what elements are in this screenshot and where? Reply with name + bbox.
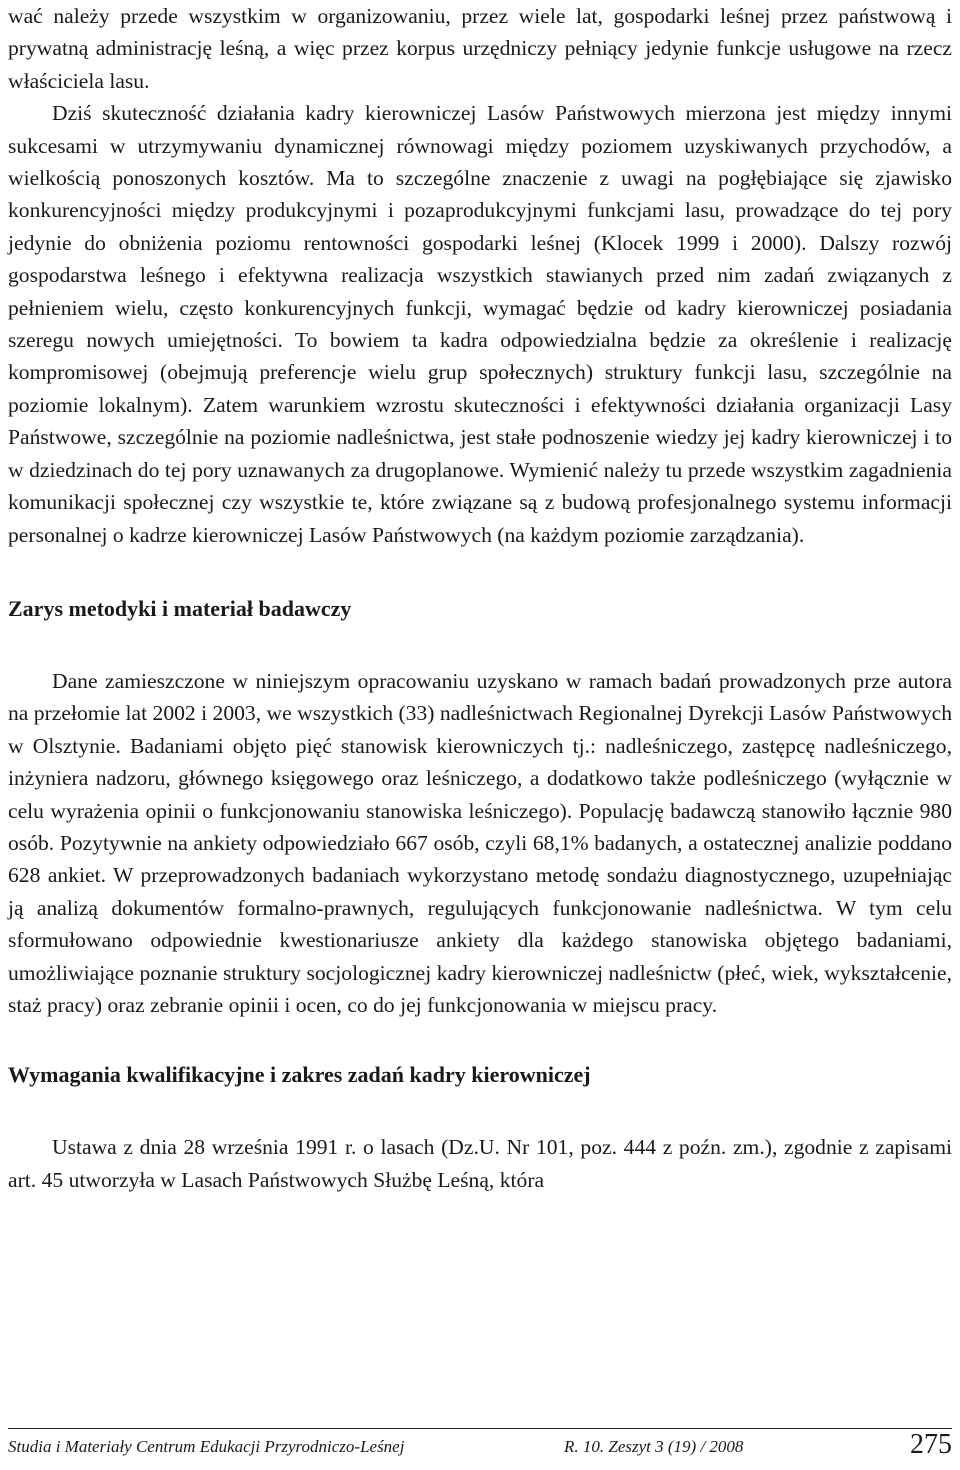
heading-requirements: Wymagania kwalifikacyjne i zakres zadań kadry kierowniczej — [8, 1062, 591, 1088]
paragraph-law: Ustawa z dnia 28 września 1991 r. o lasach (Dz.U. Nr 101, poz. 444 z poźn. zm.), zgodnie z zapisami art. 45 utworzyła w Lasach Państwowych Służbę Leśną, która — [8, 1135, 952, 1192]
page — [8, 0, 952, 1470]
paragraph-intro: wać należy przede wszystkim w organizowaniu, przez wiele lat, gospodarki leśnej przez państwową i prywatną administrację leśną, a więc przez korpus urzędniczy pełniący jedynie funkcje usługowe na rzecz właściciela lasu. — [8, 4, 952, 93]
page-footer — [8, 1428, 952, 1460]
heading-methodology: Zarys metodyki i materiał badawczy — [8, 595, 352, 621]
paragraph-methodology: Dane zamieszczone w niniejszym opracowaniu uzyskano w ramach badań prowadzonych prze autora na przełomie lat 2002 i 2003, we wszystkich (33) nadleśnictwach Regionalnej Dyrekcji Lasów Państwowych w Olsztynie. Badaniami objęto pięć stanowisk kierowniczych tj.: nadleśniczego, zastępcę nadleśniczego, inżyniera nadzoru, głównego księgowego oraz leśniczego, a dodatkowo także podleśniczego (wyłącznie w celu wyrażenia opinii o funkcjonowaniu stanowiska leśniczego). Populację badawczą stanowiło łącznie 980 osób. Pozytywnie na ankiety odpowiedziało 667 osób, czyli 68,1% badanych, a ostatecznej analizie poddano 628 ankiet. W przeprowadzonych badaniach wykorzystano metodę sondażu diagnostycznego, uzupełniając ją analizą dokumentów formalno-prawnych, regulujących funkcjonowanie nadleśnictwa. W tym celu sformułowano odpowiednie kwestionariusze ankiety dla każdego stanowiska objętego badaniami, umożliwiające poznanie struktury socjologicznej kadry kierowniczej nadleśnictw (płeć, wiek, wykształcenie, staż pracy) oraz zebranie opinii i ocen, co do jej funkcjonowania w miejscu pracy. — [8, 668, 952, 1017]
footer-issue: R. 10. Zeszyt 3 (19) / 2008 — [564, 1437, 744, 1456]
paragraph-effectiveness: Dziś skuteczność działania kadry kierowniczej Lasów Państwowych mierzona jest między innymi sukcesami w utrzymywaniu dynamicznej równowagi między poziomem uzyskiwanych przychodów, a wielkością ponoszonych kosztów. Ma to szczególne znaczenie z uwagi na pogłębiające się zjawisko konkurencyjności między produkcyjnymi i pozaprodukcyjnymi funkcjami lasu, prowadzące do tej pory jedynie do obniżenia poziomu rentowności gospodarki leśnej (Klocek 1999 i 2000). Dalszy rozwój gospodarstwa leśnego i efektywna realizacja wszystkich stawianych przed nim zadań związanych z pełnieniem wielu, często konkurencyjnych funkcji, wymagać będzie od kadry kierowniczej posiadania szeregu nowych umiejętności. To bowiem ta kadra odpowiedzialna będzie za określenie i realizację kompromisowej (obejmują preferencje wielu grup społecznych) struktury funkcji lasu, szczególnie na poziomie lokalnym). Zatem warunkiem wzrostu skuteczności i efektywności działania organizacji Lasy Państwowe, szczególnie na poziomie nadleśnictwa, jest stałe podnoszenie wiedzy jej kadry kierowniczej i to w dziedzinach do tej pory uznawanych za drugoplanowe. Wymienić należy tu przede wszystkim zagadnienia komunikacji społecznej czy wszystkie te, które związane są z budową profesjonalnego systemu informacji personalnej o kadrze kierowniczej Lasów Państwowych (na każdym poziomie zarządzania). — [8, 101, 952, 547]
page-number: 275 — [910, 1429, 952, 1460]
footer-journal-title: Studia i Materiały Centrum Edukacji Przyrodniczo-Leśnej — [8, 1437, 405, 1456]
